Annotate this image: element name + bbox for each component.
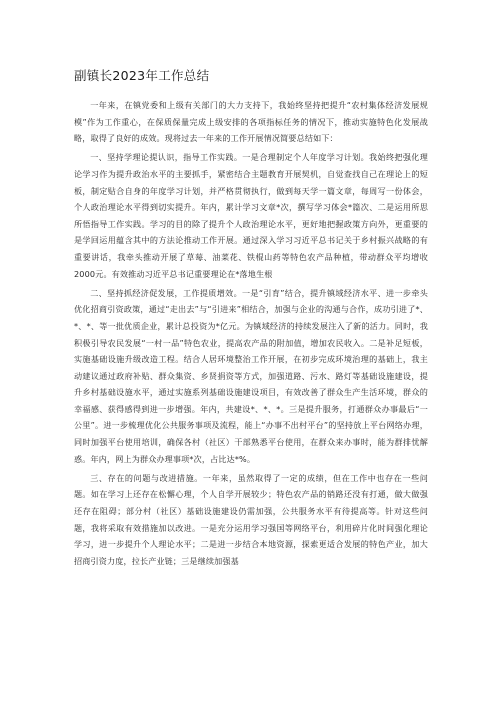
section-3-paragraph: 三、存在的问题与改进措施。一年来，虽然取得了一定的成绩，但在工作中也存在一些问题。如在学习上还存在松懈心理，个人自学开展较少；特色农产品的销路还没有打通，做大做强还存在阻碍；部分村（社区）基础设施建设仍需加强，公共服务水平有待提高等。针对这些问题，我将采取有效措施加以改进。一是充分运用学习强国等网络平台，利用碎片化时间强化理论学习，进一步提升个人理论水平；二是进一步结合本地资源，探索更适合发展的特色产业，加大招商引资力度，拉长产业链；三是继续加强基 [74,472,428,566]
document-body [74,97,428,572]
document-title: 副镇长2023年工作总结 [74,68,210,83]
section-2-paragraph: 二、坚持抓经济促发展，工作提质增效。一是“引育”结合，提升镇域经济水平、进一步牵头优化招商引资政策，通过“走出去”与“引进来”相结合，加强与企业的沟通与合作，成功引进了*、*、*、等一批优质企业，累计总投资为*亿元。为镇域经济的持续发展注入了新的活力。同时，我积极引导农民发展“一村一品”特色农业，提高农产品的附加值，增加农民收入。二是补足短板，实施基础设施升级改造工程。结合人居环境整治工作开展，在初步完成环境治理的基础上，我主动建议通过政府补贴、群众集资、乡贤捐资等方式，加强道路、污水、路灯等基础设施建设，提升乡村基础设施水平，通过实施系列基础设施建设项目，有效改善了群众生产生活环境，群众的幸福感、获得感得到进一步增强。年内，共建设*、*、*。三是提升服务，打通群众办事最后“一公里”。进一步梳理优化公共服务事项及流程，能上“办事不出村平台”的坚持放上平台网络办理，同时加强平台使用培训，确保各村（社区）干部熟悉平台使用，在群众来办事时，能为群排忧解惑。年内，网上为群众办理事项*次，占比达*%。 [74,287,428,464]
section-1-paragraph: 一、坚持学理论提认识，指导工作实践。一是合理制定个人年度学习计划。我始终把强化理论学习作为提升政治水平的主要抓手，紧密结合主题教育开展契机，自觉查找自己在理论上的短板，制定贴合自身的年度学习计划，并严格贯彻执行，做到每天学一篇文章，每周写一份体会，个人政治理论水平得到切实提升。年内，累计学习文章*次，撰写学习体会*篇次、二是运用所思所悟指导工作实践。学习的目的除了提升个人政治理论水平，更好地把握政策方向外，更重要的是学回运用蕴含其中的方法论推动工作开展。通过深入学习习近平总书记关于乡村振兴战略的有重要讲话，我牵头推动开展了草莓、油菜花、铁棍山药等特色农产品种植，带动群众平均增收2000元。有效推动习近平总书记重要理论在*落地生根 [74,152,428,279]
intro-paragraph: 一年来，在镇党委和上级有关部门的大力支持下，我始终坚持把提升“农村集体经济发展规模”作为工作重心，在保质保量完成上级安排的各项指标任务的情况下，推动实施特色化发展战略，取得了良好的成效。现将过去一年来的工作开展情况简要总结如下： [74,100,428,144]
